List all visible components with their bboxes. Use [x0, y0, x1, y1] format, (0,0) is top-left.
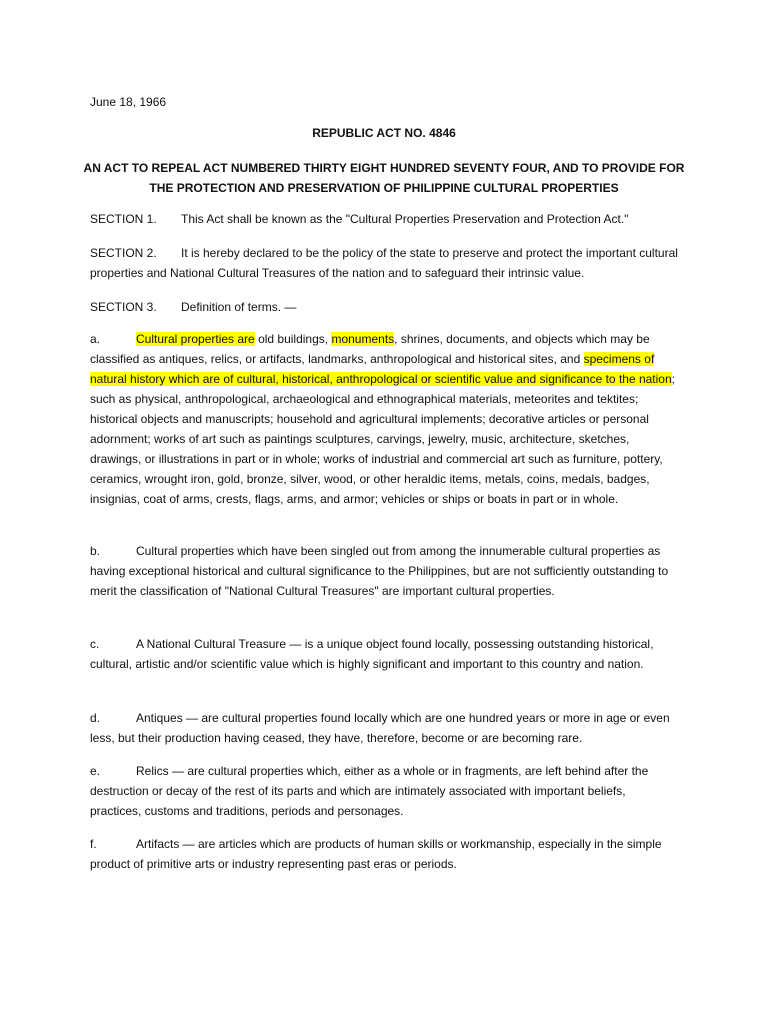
- definition-e: [90, 761, 680, 821]
- definition-f: [90, 834, 680, 874]
- act-title-line-2: THE PROTECTION AND PRESERVATION OF PHILIPPINE CULTURAL PROPERTIES: [149, 181, 619, 195]
- definition-e-text: Relics — are cultural properties which, either as a whole or in fragments, are left behind after the destruction or decay of the rest of its parts and which are intimately associated with important beliefs, practices, customs and traditions, periods and personages.: [90, 764, 649, 818]
- definition-c-label: c.: [90, 637, 100, 651]
- highlighted-text: specimens of natural history which are of cultural, historical, anthropological or scientific value and significance to the nation: [90, 352, 672, 386]
- definition-a-label: a.: [90, 332, 101, 346]
- act-number-heading: REPUBLIC ACT NO. 4846: [312, 126, 456, 140]
- act-title-line-1: AN ACT TO REPEAL ACT NUMBERED THIRTY EIGHT HUNDRED SEVENTY FOUR, AND TO PROVIDE FOR: [83, 161, 685, 175]
- section-2-text: It is hereby declared to be the policy of the state to preserve and protect the important cultural properties and National Cultural Treasures of the nation and to safeguard their intrinsic value.: [90, 246, 678, 280]
- act-title: [0, 158, 768, 198]
- section-3-text: Definition of terms. —: [181, 300, 297, 314]
- document-date: June 18, 1966: [90, 95, 167, 109]
- highlighted-text: Cultural properties are: [136, 332, 255, 346]
- definition-a: [90, 329, 680, 509]
- definition-e-label: e.: [90, 764, 101, 778]
- section-3: [90, 297, 680, 317]
- definition-c-text: A National Cultural Treasure — is a unique object found locally, possessing outstanding historical, cultural, artistic and/or scientific value which is highly significant and important to this country and nation.: [90, 637, 654, 671]
- definition-a-text-3: ; such as physical, anthropological, archaeological and ethnographical materials, meteorites and tektites; historical objects and manuscripts; household and agricultural implements; decorative articles or personal adornment; works of art such as paintings sculptures, carvings, jewelry, music, architecture, sketches, drawings, or illustrations in part or in whole; works of industrial and commercial art such as furniture, pottery, ceramics, wrought iron, gold, bronze, silver, wood, or other heraldic items, metals, coins, medals, badges, insignias, coat of arms, crests, flags, arms, and armor; vehicles or ships or boats in part or in whole.: [90, 372, 675, 506]
- highlighted-text: monuments: [331, 332, 395, 346]
- definition-f-label: f.: [90, 837, 97, 851]
- section-2-label: SECTION 2.: [90, 246, 157, 260]
- definition-b-text: Cultural properties which have been singled out from among the innumerable cultural properties as having exceptional historical and cultural significance to the Philippines, but are not sufficiently outstanding to merit the classification of "National Cultural Treasures" are important cultural properties.: [90, 544, 669, 598]
- section-1-label: SECTION 1.: [90, 212, 157, 226]
- section-1: [90, 209, 680, 229]
- definition-d-text: Antiques — are cultural properties found locally which are one hundred years or more in age or even less, but their production having ceased, they have, therefore, become or are becoming rare.: [90, 711, 670, 745]
- definition-b: [90, 541, 680, 601]
- definition-a-text-2: , shrines, documents, and objects which may be classified as antiques, relics, or artifacts, landmarks, anthropological and historical sites, and: [90, 332, 650, 366]
- definition-d: [90, 708, 680, 748]
- section-1-text: This Act shall be known as the "Cultural Properties Preservation and Protection Act.": [181, 212, 629, 226]
- definition-f-text: Artifacts — are articles which are products of human skills or workmanship, especially in the simple product of primitive arts or industry representing past eras or periods.: [90, 837, 662, 871]
- definition-a-text-1: old buildings,: [254, 332, 332, 346]
- definition-d-label: d.: [90, 711, 101, 725]
- section-3-label: SECTION 3.: [90, 300, 157, 314]
- definition-b-label: b.: [90, 544, 101, 558]
- definition-c: [90, 634, 680, 674]
- section-2: [90, 243, 680, 283]
